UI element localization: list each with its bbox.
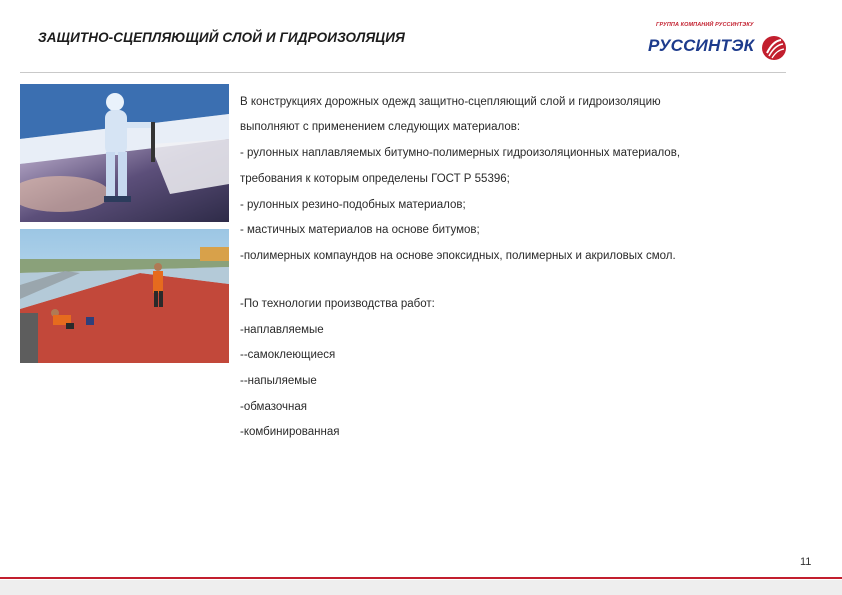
body-line: - рулонных резино-подобных материалов; bbox=[240, 199, 466, 211]
logo-tagline: ГРУППА КОМПАНИЙ РУССИНТЭКУ bbox=[656, 22, 754, 28]
body-line: - рулонных наплавляемых битумно-полимерных гидроизоляционных материалов, bbox=[240, 147, 681, 159]
page-title: ЗАЩИТНО-СЦЕПЛЯЮЩИЙ СЛОЙ И ГИДРОИЗОЛЯЦИЯ bbox=[38, 30, 405, 45]
body-line: --напыляемые bbox=[240, 375, 317, 387]
logo-emblem-icon bbox=[761, 35, 787, 61]
page-number: 11 bbox=[800, 556, 812, 568]
footer-accent-line bbox=[0, 577, 842, 579]
body-line: -полимерных компаундов на основе эпоксидных, полимерных и акриловых смол. bbox=[240, 250, 676, 262]
logo-name: РУССИНТЭК bbox=[648, 36, 755, 55]
bridge-deck-photo bbox=[20, 229, 229, 363]
body-line: - мастичных материалов на основе битумов; bbox=[240, 224, 480, 236]
footer-bar bbox=[0, 580, 842, 595]
body-line: требования к которым определены ГОСТ Р 55396; bbox=[240, 173, 510, 185]
worker-spraying-photo bbox=[20, 84, 229, 222]
body-line: В конструкциях дорожных одежд защитно-сцепляющий слой и гидроизоляцию bbox=[240, 96, 661, 108]
header-divider bbox=[20, 72, 786, 73]
company-logo bbox=[640, 22, 792, 68]
body-line: -По технологии производства работ: bbox=[240, 298, 435, 310]
body-line: -комбинированная bbox=[240, 426, 340, 438]
body-line: выполняют с применением следующих материалов: bbox=[240, 121, 521, 133]
body-line: -наплавляемые bbox=[240, 324, 324, 336]
body-line: --самоклеющиеся bbox=[240, 349, 336, 361]
body-line: -обмазочная bbox=[240, 401, 307, 413]
